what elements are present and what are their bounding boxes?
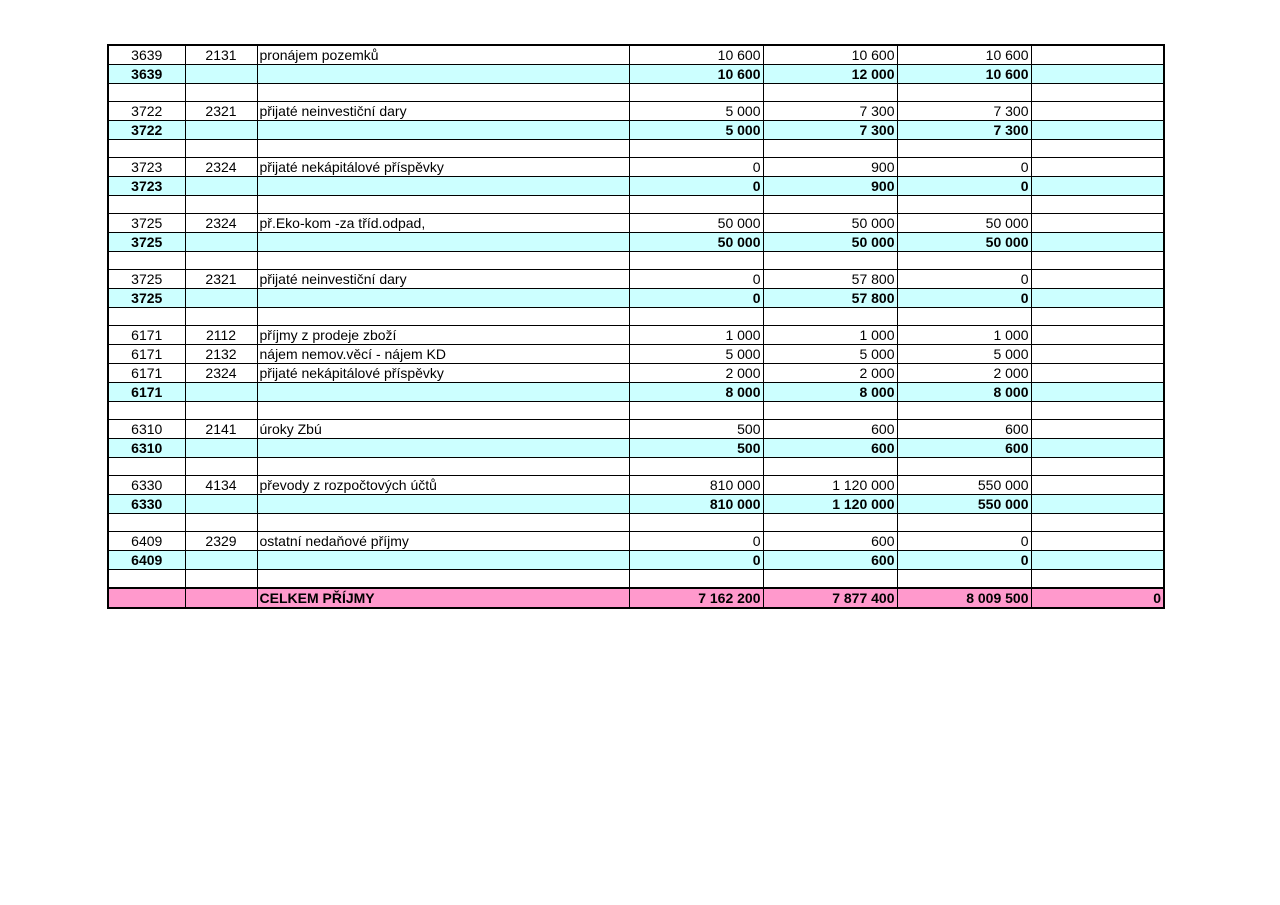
cell-value-3: 5 000 (897, 345, 1031, 364)
cell-value-2: 900 (763, 158, 897, 177)
cell-nazev: převody z rozpočtových účtů (257, 476, 629, 495)
cell-value-1 (629, 308, 763, 326)
cell-paragraf (108, 84, 185, 102)
cell-value-4 (1031, 158, 1164, 177)
cell-value-2 (763, 402, 897, 420)
cell-value-2: 900 (763, 177, 897, 196)
cell-value-2: 1 120 000 (763, 495, 897, 514)
cell-value-3: 0 (897, 158, 1031, 177)
cell-value-3: 8 000 (897, 383, 1031, 402)
cell-value-3 (897, 570, 1031, 588)
cell-paragraf (108, 196, 185, 214)
cell-paragraf: 6330 (108, 495, 185, 514)
cell-paragraf: 6171 (108, 364, 185, 383)
cell-value-4 (1031, 439, 1164, 458)
cell-value-4 (1031, 45, 1164, 65)
cell-nazev (257, 177, 629, 196)
cell-value-4 (1031, 514, 1164, 532)
cell-value-2 (763, 140, 897, 158)
cell-polozka: 2131 (185, 45, 257, 65)
cell-polozka: 2112 (185, 326, 257, 345)
cell-paragraf: 6310 (108, 439, 185, 458)
total-cell-nazev: CELKEM PŘÍJMY (257, 588, 629, 608)
cell-value-3: 600 (897, 420, 1031, 439)
cell-polozka (185, 140, 257, 158)
cell-paragraf: 3725 (108, 270, 185, 289)
subtotal-row (108, 551, 1164, 570)
cell-value-4 (1031, 420, 1164, 439)
cell-polozka (185, 84, 257, 102)
cell-polozka: 4134 (185, 476, 257, 495)
blank-row (108, 458, 1164, 476)
cell-value-2: 10 600 (763, 45, 897, 65)
table-row (108, 326, 1164, 345)
cell-value-2: 57 800 (763, 270, 897, 289)
table-row (108, 476, 1164, 495)
cell-value-1: 5 000 (629, 121, 763, 140)
cell-paragraf (108, 140, 185, 158)
cell-paragraf (108, 458, 185, 476)
cell-value-2: 600 (763, 420, 897, 439)
cell-value-1: 5 000 (629, 102, 763, 121)
cell-value-1: 2 000 (629, 364, 763, 383)
cell-value-4 (1031, 495, 1164, 514)
cell-value-4 (1031, 252, 1164, 270)
cell-value-2: 600 (763, 532, 897, 551)
cell-value-1: 0 (629, 551, 763, 570)
cell-value-3 (897, 252, 1031, 270)
total-cell-value-4: 0 (1031, 588, 1164, 608)
cell-polozka (185, 402, 257, 420)
cell-paragraf: 3722 (108, 102, 185, 121)
cell-nazev (257, 439, 629, 458)
blank-row (108, 514, 1164, 532)
cell-value-2: 57 800 (763, 289, 897, 308)
cell-value-3: 0 (897, 177, 1031, 196)
income-table-body (108, 45, 1164, 608)
cell-value-3: 0 (897, 270, 1031, 289)
cell-value-2: 12 000 (763, 65, 897, 84)
cell-value-4 (1031, 458, 1164, 476)
blank-row (108, 196, 1164, 214)
blank-row (108, 252, 1164, 270)
cell-polozka (185, 121, 257, 140)
table-row (108, 364, 1164, 383)
cell-value-4 (1031, 84, 1164, 102)
cell-value-4 (1031, 102, 1164, 121)
subtotal-row (108, 65, 1164, 84)
cell-value-2: 7 300 (763, 121, 897, 140)
cell-value-3: 10 600 (897, 65, 1031, 84)
cell-value-3: 10 600 (897, 45, 1031, 65)
table-row (108, 158, 1164, 177)
cell-value-4 (1031, 476, 1164, 495)
cell-paragraf: 3639 (108, 65, 185, 84)
cell-value-3 (897, 308, 1031, 326)
cell-paragraf: 6171 (108, 345, 185, 364)
cell-nazev (257, 289, 629, 308)
cell-value-4 (1031, 270, 1164, 289)
cell-value-3: 2 000 (897, 364, 1031, 383)
cell-value-1: 5 000 (629, 345, 763, 364)
cell-paragraf: 6330 (108, 476, 185, 495)
cell-nazev (257, 233, 629, 252)
cell-polozka (185, 177, 257, 196)
cell-nazev: úroky Zbú (257, 420, 629, 439)
grand-total-row (108, 588, 1164, 608)
cell-nazev (257, 84, 629, 102)
cell-value-2: 50 000 (763, 214, 897, 233)
cell-polozka (185, 514, 257, 532)
cell-value-4 (1031, 308, 1164, 326)
subtotal-row (108, 383, 1164, 402)
cell-paragraf: 3639 (108, 45, 185, 65)
cell-value-2 (763, 84, 897, 102)
cell-value-1: 0 (629, 289, 763, 308)
cell-value-4 (1031, 65, 1164, 84)
income-table (107, 44, 1165, 609)
cell-nazev: přijaté nekápitálové příspěvky (257, 364, 629, 383)
cell-paragraf (108, 402, 185, 420)
cell-polozka (185, 495, 257, 514)
cell-value-1 (629, 84, 763, 102)
cell-value-1 (629, 252, 763, 270)
blank-row (108, 402, 1164, 420)
cell-polozka (185, 233, 257, 252)
cell-nazev (257, 308, 629, 326)
subtotal-row (108, 121, 1164, 140)
blank-row (108, 570, 1164, 588)
cell-value-3 (897, 196, 1031, 214)
cell-value-1: 810 000 (629, 476, 763, 495)
cell-nazev: pronájem pozemků (257, 45, 629, 65)
cell-paragraf: 6171 (108, 326, 185, 345)
cell-paragraf: 3725 (108, 233, 185, 252)
cell-value-1: 50 000 (629, 214, 763, 233)
cell-value-3: 0 (897, 551, 1031, 570)
cell-polozka (185, 65, 257, 84)
total-cell-value-1: 7 162 200 (629, 588, 763, 608)
cell-paragraf (108, 514, 185, 532)
cell-nazev: přijaté neinvestiční dary (257, 102, 629, 121)
cell-value-1 (629, 402, 763, 420)
cell-nazev (257, 121, 629, 140)
cell-paragraf: 6409 (108, 532, 185, 551)
subtotal-row (108, 495, 1164, 514)
cell-polozka: 2324 (185, 158, 257, 177)
cell-nazev (257, 514, 629, 532)
cell-value-3 (897, 514, 1031, 532)
cell-polozka: 2141 (185, 420, 257, 439)
cell-polozka: 2321 (185, 270, 257, 289)
cell-value-4 (1031, 214, 1164, 233)
cell-polozka (185, 570, 257, 588)
cell-value-1: 10 600 (629, 65, 763, 84)
cell-value-1: 10 600 (629, 45, 763, 65)
cell-value-1 (629, 196, 763, 214)
cell-nazev (257, 495, 629, 514)
cell-value-3 (897, 458, 1031, 476)
cell-nazev (257, 383, 629, 402)
cell-value-4 (1031, 121, 1164, 140)
cell-value-4 (1031, 233, 1164, 252)
total-cell-value-2: 7 877 400 (763, 588, 897, 608)
cell-value-3 (897, 84, 1031, 102)
cell-value-3: 550 000 (897, 476, 1031, 495)
cell-value-4 (1031, 570, 1164, 588)
cell-polozka (185, 439, 257, 458)
cell-polozka: 2329 (185, 532, 257, 551)
cell-value-4 (1031, 402, 1164, 420)
table-row (108, 420, 1164, 439)
cell-value-1: 1 000 (629, 326, 763, 345)
subtotal-row (108, 289, 1164, 308)
table-row (108, 214, 1164, 233)
cell-nazev: přijaté neinvestiční dary (257, 270, 629, 289)
cell-value-4 (1031, 532, 1164, 551)
cell-value-1 (629, 140, 763, 158)
cell-value-3: 0 (897, 532, 1031, 551)
cell-value-2 (763, 570, 897, 588)
table-row (108, 270, 1164, 289)
table-row (108, 45, 1164, 65)
cell-paragraf (108, 252, 185, 270)
cell-value-1: 0 (629, 158, 763, 177)
cell-value-1: 500 (629, 420, 763, 439)
cell-paragraf (108, 570, 185, 588)
cell-value-3: 7 300 (897, 121, 1031, 140)
cell-value-1: 50 000 (629, 233, 763, 252)
cell-paragraf: 6171 (108, 383, 185, 402)
cell-value-1: 0 (629, 177, 763, 196)
cell-value-2 (763, 252, 897, 270)
blank-row (108, 140, 1164, 158)
cell-value-2: 1 000 (763, 326, 897, 345)
cell-value-4 (1031, 383, 1164, 402)
cell-nazev: nájem nemov.věcí - nájem KD (257, 345, 629, 364)
cell-value-2 (763, 458, 897, 476)
cell-polozka (185, 458, 257, 476)
cell-value-4 (1031, 326, 1164, 345)
table-row (108, 102, 1164, 121)
subtotal-row (108, 233, 1164, 252)
cell-value-2: 600 (763, 439, 897, 458)
cell-nazev: příjmy z prodeje zboží (257, 326, 629, 345)
subtotal-row (108, 177, 1164, 196)
cell-value-1: 810 000 (629, 495, 763, 514)
cell-nazev (257, 402, 629, 420)
cell-value-3 (897, 402, 1031, 420)
cell-value-2: 7 300 (763, 102, 897, 121)
cell-value-2: 8 000 (763, 383, 897, 402)
cell-polozka (185, 196, 257, 214)
cell-value-3: 600 (897, 439, 1031, 458)
cell-paragraf: 3725 (108, 214, 185, 233)
cell-value-2: 50 000 (763, 233, 897, 252)
cell-nazev (257, 252, 629, 270)
cell-paragraf: 3723 (108, 158, 185, 177)
cell-paragraf: 3722 (108, 121, 185, 140)
cell-paragraf: 6310 (108, 420, 185, 439)
cell-polozka (185, 289, 257, 308)
cell-value-3: 50 000 (897, 233, 1031, 252)
cell-polozka (185, 308, 257, 326)
cell-value-2: 600 (763, 551, 897, 570)
cell-polozka: 2321 (185, 102, 257, 121)
cell-value-3: 1 000 (897, 326, 1031, 345)
cell-nazev (257, 570, 629, 588)
total-cell-polozka (185, 588, 257, 608)
blank-row (108, 84, 1164, 102)
cell-polozka: 2324 (185, 364, 257, 383)
cell-value-4 (1031, 289, 1164, 308)
total-cell-paragraf (108, 588, 185, 608)
cell-value-4 (1031, 177, 1164, 196)
cell-value-3 (897, 140, 1031, 158)
cell-value-1 (629, 514, 763, 532)
cell-value-1: 8 000 (629, 383, 763, 402)
cell-value-3: 550 000 (897, 495, 1031, 514)
cell-value-2: 5 000 (763, 345, 897, 364)
cell-value-2 (763, 514, 897, 532)
cell-nazev (257, 458, 629, 476)
cell-paragraf: 6409 (108, 551, 185, 570)
cell-value-4 (1031, 345, 1164, 364)
cell-paragraf: 3723 (108, 177, 185, 196)
blank-row (108, 308, 1164, 326)
cell-value-4 (1031, 196, 1164, 214)
cell-nazev (257, 196, 629, 214)
cell-nazev (257, 551, 629, 570)
cell-nazev (257, 65, 629, 84)
cell-value-2 (763, 308, 897, 326)
cell-nazev: ostatní nedaňové příjmy (257, 532, 629, 551)
cell-value-4 (1031, 551, 1164, 570)
cell-polozka: 2132 (185, 345, 257, 364)
cell-polozka (185, 252, 257, 270)
cell-value-1: 0 (629, 270, 763, 289)
cell-nazev (257, 140, 629, 158)
cell-nazev: př.Eko-kom -za tříd.odpad, (257, 214, 629, 233)
cell-value-3: 50 000 (897, 214, 1031, 233)
cell-value-3: 0 (897, 289, 1031, 308)
cell-value-4 (1031, 140, 1164, 158)
cell-value-1: 500 (629, 439, 763, 458)
cell-value-3: 7 300 (897, 102, 1031, 121)
cell-value-4 (1031, 364, 1164, 383)
table-row (108, 345, 1164, 364)
cell-polozka (185, 383, 257, 402)
cell-value-2 (763, 196, 897, 214)
cell-paragraf: 3725 (108, 289, 185, 308)
cell-value-1 (629, 458, 763, 476)
cell-value-1: 0 (629, 532, 763, 551)
cell-value-1 (629, 570, 763, 588)
cell-paragraf (108, 308, 185, 326)
cell-polozka (185, 551, 257, 570)
cell-polozka: 2324 (185, 214, 257, 233)
subtotal-row (108, 439, 1164, 458)
cell-nazev: přijaté nekápitálové příspěvky (257, 158, 629, 177)
total-cell-value-3: 8 009 500 (897, 588, 1031, 608)
cell-value-2: 1 120 000 (763, 476, 897, 495)
table-row (108, 532, 1164, 551)
cell-value-2: 2 000 (763, 364, 897, 383)
